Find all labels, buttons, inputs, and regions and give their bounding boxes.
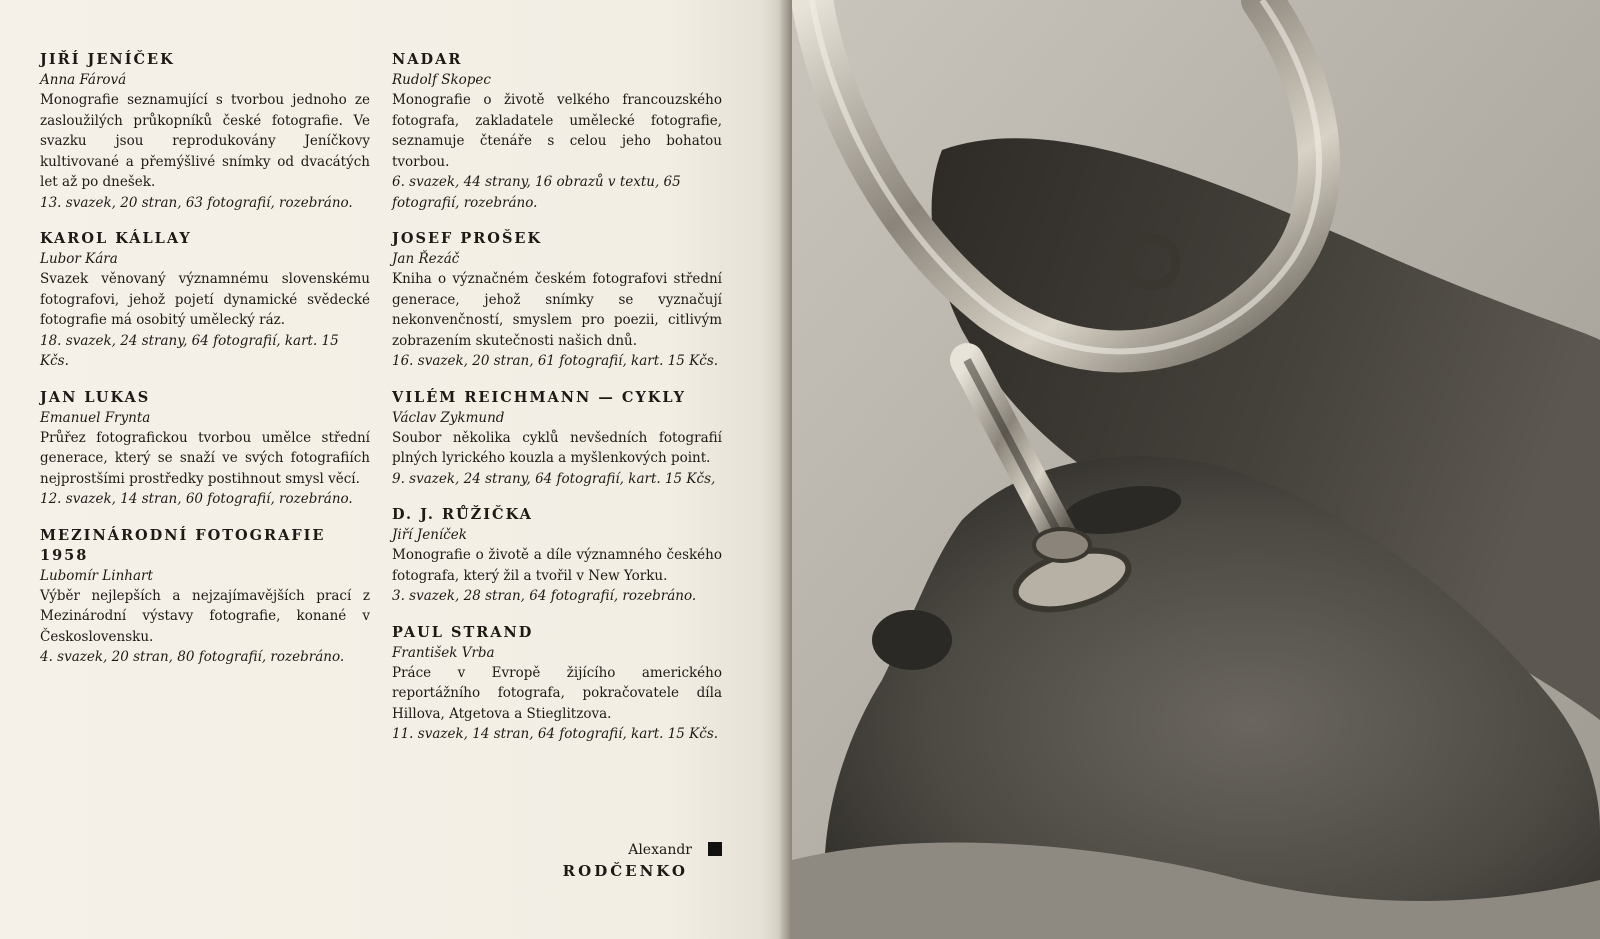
entry-title: KAROL KÁLLAY <box>40 230 192 247</box>
entry-description: Monografie o životě velkého francouzského fotografa, zakladatele umělecké fotografie, seznamuje čtenáře s celou jeho bohatou tvorbou. <box>392 92 722 170</box>
entry-title: VILÉM REICHMANN — CYKLY <box>392 388 687 406</box>
catalog-entry-lukas <box>40 388 370 510</box>
catalog-entry-kallay <box>40 229 370 372</box>
entry-title: MEZINÁRODNÍ FOTOGRAFIE 1958 <box>40 526 326 564</box>
book-gutter <box>778 0 792 939</box>
catalog-column-left <box>40 50 370 684</box>
entry-author: Jiří Jeníček <box>392 527 467 543</box>
entry-description: Monografie o životě a díle významného českého fotografa, který žil a tvořil v New Yorku. <box>392 547 722 584</box>
entry-meta: 12. svazek, 14 stran, 60 fotografií, rozebráno. <box>40 491 353 507</box>
entry-description: Kniha o význačném českém fotografovi střední generace, jehož snímky se vyznačují nekonvenčností, smyslem pro poezii, citlivým zobrazením skutečnosti našich dnů. <box>392 271 722 349</box>
entry-meta: 18. svazek, 24 strany, 64 fotografií, kart. 15 Kčs. <box>40 332 339 369</box>
credit-last-name: RODČENKO <box>562 862 688 880</box>
trumpeter-photograph <box>792 0 1600 939</box>
entry-title: PAUL STRAND <box>392 623 534 641</box>
catalog-entry-strand <box>392 623 722 745</box>
entry-author: František Vrba <box>392 644 495 661</box>
entry-meta: 9. svazek, 24 strany, 64 fotografií, kart. 15 Kčs, <box>392 470 716 487</box>
catalog-entry-ruzicka <box>392 505 722 607</box>
entry-title: JAN LUKAS <box>40 388 151 406</box>
entry-meta: 13. svazek, 20 stran, 63 fotografií, rozebráno. <box>40 194 353 211</box>
catalog-entry-jenicek <box>40 50 370 213</box>
black-square-marker <box>708 842 722 856</box>
entry-author: Rudolf Skopec <box>392 72 491 88</box>
entry-title: JOSEF PROŠEK <box>392 230 543 247</box>
catalog-column-right <box>392 50 722 761</box>
entry-meta: 3. svazek, 28 stran, 64 fotografií, rozebráno. <box>392 588 697 604</box>
entry-title: D. J. RŮŽIČKA <box>392 506 533 523</box>
entry-author: Lubomír Linhart <box>40 567 153 584</box>
entry-author: Lubor Kára <box>40 251 118 267</box>
entry-description: Monografie seznamující s tvorbou jednoho ze zasloužilých průkopníků české fotografie. Ve svazku jsou reprodukovány Jeníčkovy kultivované a přemýšlivé snímky od dvacátých let až po dnešek. <box>40 92 370 190</box>
entry-description: Soubor několika cyklů nevšedních fotografií plných lyrického kouzla a myšlenkových point. <box>392 429 722 466</box>
entry-meta: 6. svazek, 44 strany, 16 obrazů v textu, 65 fotografií, rozebráno. <box>392 174 681 211</box>
entry-title: JIŘÍ JENÍČEK <box>40 51 175 68</box>
entry-meta: 4. svazek, 20 stran, 80 fotografií, rozebráno. <box>40 649 345 665</box>
catalog-entry-prosek <box>392 229 722 372</box>
entry-meta: 11. svazek, 14 stran, 64 fotografií, kart. 15 Kčs. <box>392 726 719 742</box>
entry-description: Svazek věnovaný významnému slovenskému fotografovi, jehož pojetí dynamické svědecké fotografie má osobitý umělecký ráz. <box>40 271 370 328</box>
entry-author: Jan Řezáč <box>392 251 460 267</box>
entry-description: Průřez fotografickou tvorbou umělce střední generace, který se snaží ve svých fotografiích nejprostšími prostředky postihnout smysl věcí. <box>40 429 370 487</box>
entry-description: Výběr nejlepších a nejzajímavějších prací z Mezinárodní výstavy fotografie, konané v Československu. <box>40 587 370 645</box>
catalog-entry-mezinarodni <box>40 526 370 668</box>
catalog-entry-reichmann <box>392 388 722 490</box>
entry-author: Emanuel Frynta <box>40 409 151 426</box>
credit-first-name: Alexandr <box>628 842 692 858</box>
entry-description: Práce v Evropě žijícího amerického reportážního fotografa, pokračovatele díla Hillova, Atgetova a Stieglitzova. <box>392 664 722 722</box>
entry-author: Anna Fárová <box>40 72 127 88</box>
entry-author: Václav Zykmund <box>392 409 505 426</box>
entry-meta: 16. svazek, 20 stran, 61 fotografií, kart. 15 Kčs. <box>392 353 719 369</box>
photo-credit <box>560 840 722 882</box>
entry-title: NADAR <box>392 51 463 68</box>
catalog-entry-nadar <box>392 50 722 213</box>
